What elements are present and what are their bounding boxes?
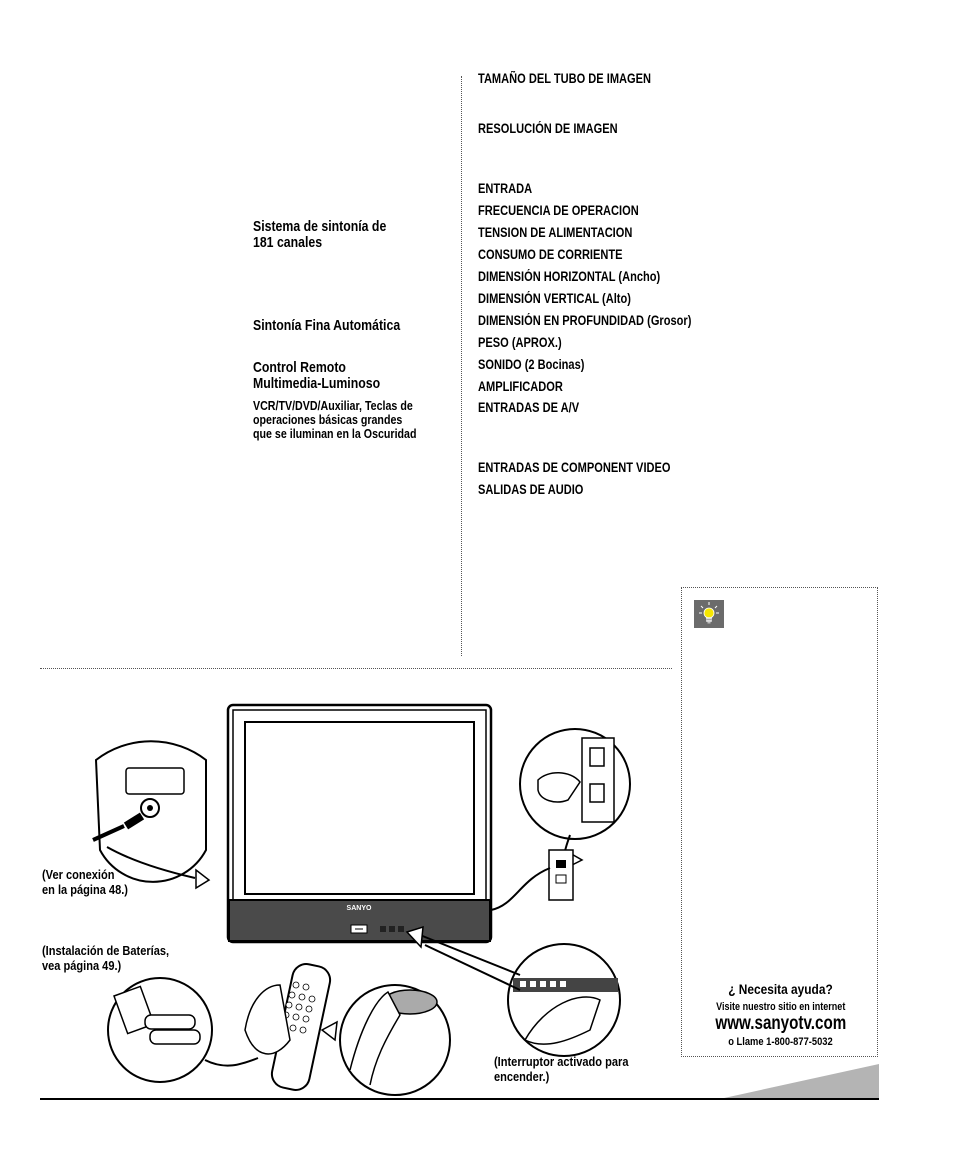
spec-label: TENSION DE ALIMENTACION bbox=[478, 225, 633, 240]
caption-power-line-2: encender.) bbox=[494, 1069, 550, 1084]
spec-label: FRECUENCIA DE OPERACION bbox=[478, 203, 639, 218]
spec-label: RESOLUCIÓN DE IMAGEN bbox=[478, 121, 618, 136]
vertical-divider bbox=[461, 76, 462, 656]
caption-batteries bbox=[42, 943, 169, 973]
feature-remote-description bbox=[253, 399, 417, 441]
spec-label: ENTRADAS DE COMPONENT VIDEO bbox=[478, 460, 671, 475]
feature-fine-tuning: Sintonía Fina Automática bbox=[253, 317, 401, 334]
spec-label: SONIDO (2 Bocinas) bbox=[478, 357, 585, 372]
feature-tuning-line-1: Sistema de sintonía de bbox=[253, 218, 387, 235]
spec-label: TAMAÑO DEL TUBO DE IMAGEN bbox=[478, 71, 652, 86]
caption-connection-line-2: en la página 48.) bbox=[42, 882, 128, 897]
caption-power-switch bbox=[494, 1054, 628, 1084]
feature-remote-desc-line-1: VCR/TV/DVD/Auxiliar, Teclas de bbox=[253, 398, 413, 413]
lightbulb-icon bbox=[694, 600, 724, 628]
caption-power-line-1: (Interruptor activado para bbox=[494, 1054, 629, 1069]
spec-label: CONSUMO DE CORRIENTE bbox=[478, 247, 623, 262]
spec-label: DIMENSIÓN HORIZONTAL (Ancho) bbox=[478, 269, 661, 284]
feature-remote-title-line-1: Control Remoto bbox=[253, 359, 346, 376]
feature-tuning bbox=[253, 219, 386, 251]
help-phone: o Llame 1-800-877-5032 bbox=[728, 1036, 833, 1048]
spec-label: SALIDAS DE AUDIO bbox=[478, 482, 584, 497]
spec-label: ENTRADA bbox=[478, 181, 533, 196]
help-url-link[interactable]: www.sanyotv.com bbox=[715, 1013, 846, 1034]
tv-setup-illustration bbox=[0, 690, 954, 1100]
tv-brand-logo: SANYO bbox=[346, 905, 372, 912]
caption-connection-line-1: (Ver conexión bbox=[42, 867, 115, 882]
feature-remote-title-line-2: Multimedia-Luminoso bbox=[253, 375, 381, 392]
feature-remote-desc-line-3: que se iluminan en la Oscuridad bbox=[253, 426, 417, 441]
spec-label: DIMENSIÓN VERTICAL (Alto) bbox=[478, 291, 631, 306]
caption-batteries-line-2: vea página 49.) bbox=[42, 958, 122, 973]
caption-connection bbox=[42, 867, 128, 897]
help-visit-text: Visite nuestro sitio en internet bbox=[715, 1001, 846, 1013]
spec-label: PESO (APROX.) bbox=[478, 335, 562, 350]
caption-batteries-line-1: (Instalación de Baterías, bbox=[42, 943, 170, 958]
horizontal-divider bbox=[40, 668, 672, 669]
spec-label: ENTRADAS DE A/V bbox=[478, 400, 580, 415]
spec-label: DIMENSIÓN EN PROFUNDIDAD (Grosor) bbox=[478, 313, 692, 328]
help-title: ¿ Necesita ayuda? bbox=[728, 981, 833, 997]
feature-tuning-line-2: 181 canales bbox=[253, 234, 323, 251]
feature-remote-title bbox=[253, 360, 380, 392]
feature-remote-desc-line-2: operaciones básicas grandes bbox=[253, 412, 403, 427]
spec-label: AMPLIFICADOR bbox=[478, 379, 563, 394]
